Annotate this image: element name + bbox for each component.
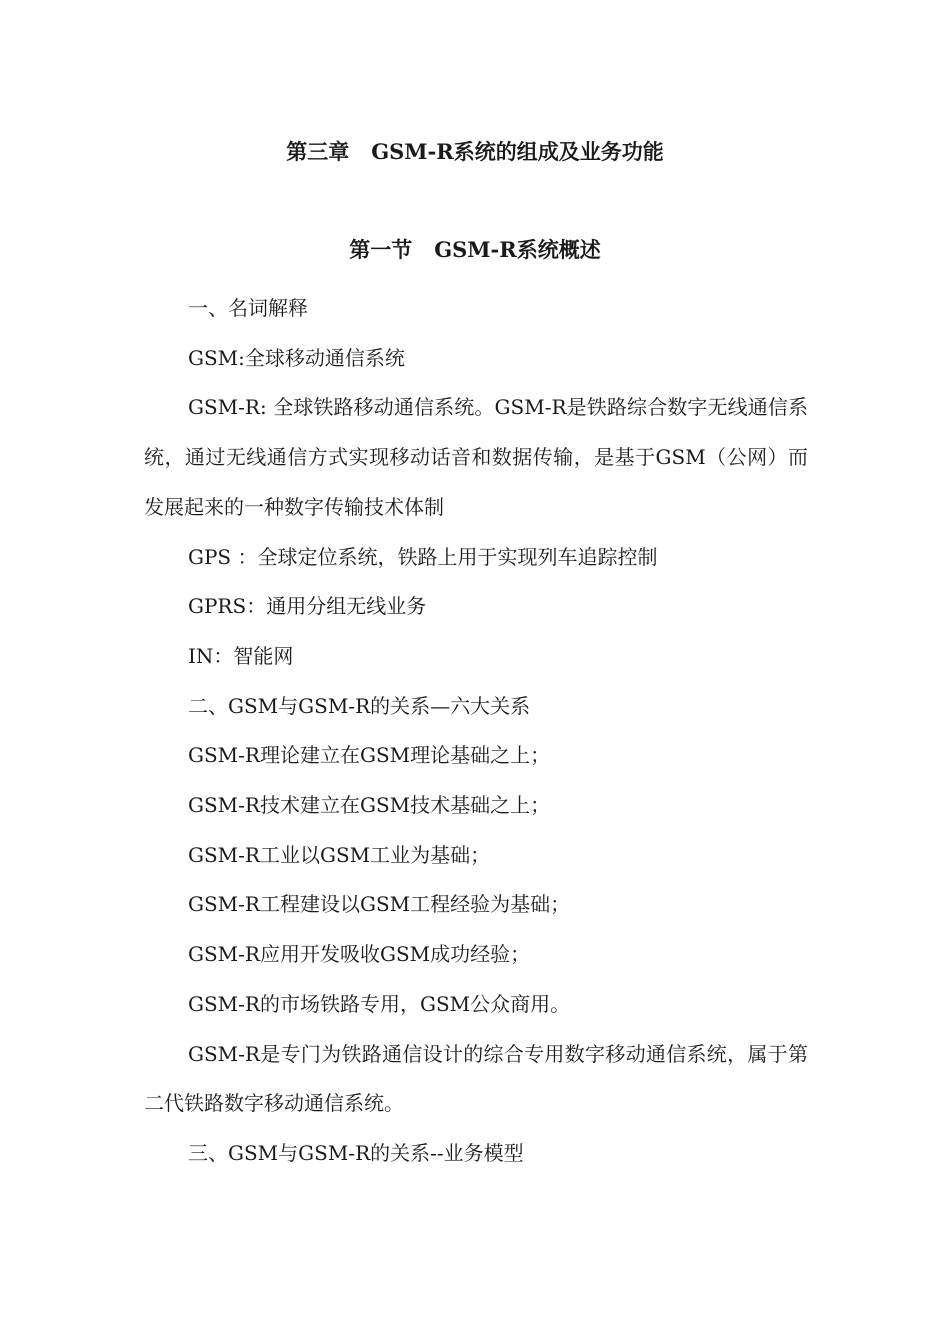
paragraph-relation-market: GSM-R的市场铁路专用，GSM公众商用。 [188,991,571,1016]
chapter-title: 第三章 GSM-R系统的组成及业务功能 [286,139,664,164]
paragraph-in-definition: IN：智能网 [188,643,294,668]
paragraph-gps-definition: GPS ：全球定位系统，铁路上用于实现列车追踪控制 [188,544,658,569]
paragraph-gsmr-summary: GSM-R是专门为铁路通信设计的综合专用数字移动通信系统，属于第二代铁路数字移动通信系统。 [144,1041,808,1116]
paragraph-relation-theory: GSM-R理论建立在GSM理论基础之上； [188,743,551,768]
paragraph-gsmr-definition: GSM-R: 全球铁路移动通信系统。GSM-R是铁路综合数字无线通信系统，通过无线通信方式实现移动话音和数据传输，是基于GSM（公网）而发展起来的一种数字传输技术体制 [144,395,808,519]
heading-six-relations: 二、GSM与GSM-R的关系—六大关系 [188,693,531,718]
section-title: 第一节 GSM-R系统概述 [349,237,601,262]
body-text [144,284,808,1179]
paragraph-gprs-definition: GPRS：通用分组无线业务 [188,594,427,619]
heading-glossary: 一、名词解释 [188,296,308,320]
paragraph-relation-engineering: GSM-R工程建设以GSM工程经验为基础； [188,892,571,917]
heading-service-model: 三、GSM与GSM-R的关系--业务模型 [188,1140,524,1165]
paragraph-gsm-definition: GSM:全球移动通信系统 [188,345,405,370]
paragraph-relation-industry: GSM-R工业以GSM工业为基础； [188,842,491,867]
paragraph-relation-application: GSM-R应用开发吸收GSM成功经验； [188,942,531,967]
paragraph-relation-technology: GSM-R技术建立在GSM技术基础之上； [188,793,551,818]
